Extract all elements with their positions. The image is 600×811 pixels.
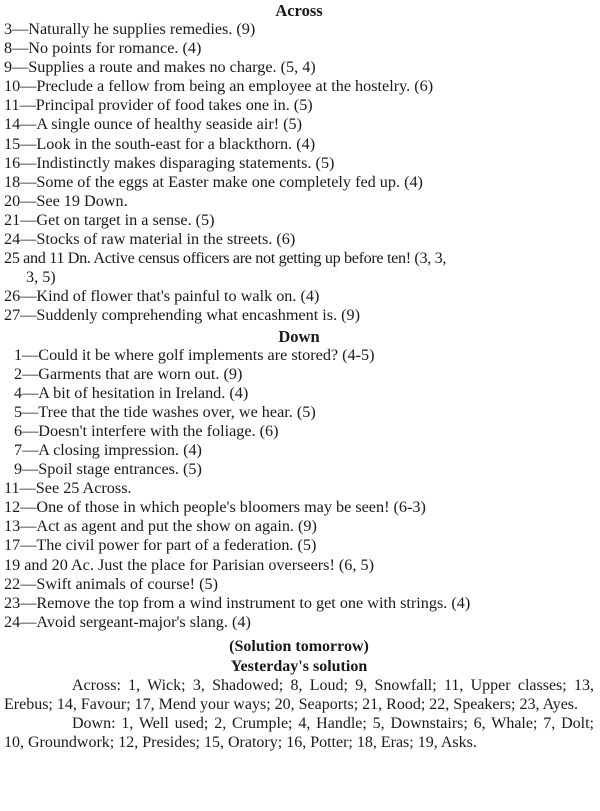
- across-clue: 24—Stocks of raw material in the streets. (6): [4, 230, 296, 249]
- across-clue: 20—See 19 Down.: [4, 191, 128, 210]
- down-clue: 24—Avoid sergeant-major's slang. (4): [4, 612, 251, 631]
- across-clue: 10—Preclude a fellow from being an employee at the hostelry. (6): [4, 77, 434, 96]
- across-clue: 15—Look in the south-east for a blackthorn. (4): [4, 134, 316, 153]
- across-clue: 9—Supplies a route and makes no charge. (5, 4): [4, 58, 316, 77]
- down-clue: 1—Could it be where golf implements are stored? (4-5): [14, 345, 375, 364]
- across-clue: 3—Naturally he supplies remedies. (9): [4, 20, 256, 38]
- down-clue: 23—Remove the top from a wind instrument to get one with strings. (4): [4, 593, 471, 612]
- across-clue: 25 and 11 Dn. Active census officers are not getting up before ten! (3, 3,: [4, 249, 447, 268]
- down-clue: 22—Swift animals of course! (5): [4, 574, 218, 593]
- down-clue: 2—Garments that are worn out. (9): [14, 364, 243, 383]
- across-clue-continuation: 3, 5): [26, 268, 56, 287]
- down-clue: 4—A bit of hesitation in Ireland. (4): [14, 383, 249, 402]
- down-heading: Down: [278, 326, 320, 346]
- across-clue: 11—Principal provider of food takes one in. (5): [4, 96, 313, 115]
- down-clue: 5—Tree that the tide washes over, we hear. (5): [14, 402, 316, 421]
- down-clue: 7—A closing impression. (4): [14, 440, 202, 459]
- across-clue: 16—Indistinctly makes disparaging statements. (5): [4, 153, 335, 172]
- solution-tomorrow-note: (Solution tomorrow): [229, 637, 369, 655]
- across-clue: 26—Kind of flower that's painful to walk on. (4): [4, 287, 320, 306]
- yesterdays-solution-heading: Yesterday's solution: [230, 657, 368, 675]
- across-clue: 8—No points for romance. (4): [4, 39, 202, 58]
- down-clue: 9—Spoil stage entrances. (5): [14, 460, 202, 479]
- solution-across-paragraph: Across: 1, Wick; 3, Shadowed; 8, Loud; 9, Snowfall; 11, Upper classes; 13, Erebus; 14, Favour; 17, Mend your ways; 20, Seaports; 21, Rood; 22, Speakers; 23, Ayes.: [4, 676, 594, 713]
- down-clue: 6—Doesn't interfere with the foliage. (6): [14, 421, 279, 440]
- across-clue: 18—Some of the eggs at Easter make one completely fed up. (4): [4, 172, 423, 191]
- across-clue: 21—Get on target in a sense. (5): [4, 210, 215, 229]
- down-clue: 19 and 20 Ac. Just the place for Parisian overseers! (6, 5): [4, 555, 374, 574]
- down-clue: 11—See 25 Across.: [4, 479, 132, 498]
- across-heading: Across: [275, 1, 323, 20]
- crossword-clues-page: [0, 1, 600, 811]
- down-clue: 13—Act as agent and put the show on again. (9): [4, 517, 317, 536]
- solution-down-paragraph: Down: 1, Well used; 2, Crumple; 4, Handle; 5, Downstairs; 6, Whale; 7, Dolt; 10, Groundwork; 12, Presides; 15, Oratory; 16, Potter; 18, Eras; 19, Asks.: [4, 714, 594, 751]
- across-clue: 14—A single ounce of healthy seaside air! (5): [4, 115, 303, 134]
- down-clue: 12—One of those in which people's bloomers may be seen! (6-3): [4, 498, 426, 517]
- across-clue: 27—Suddenly comprehending what encashment is. (9): [4, 306, 361, 325]
- down-clue: 17—The civil power for part of a federation. (5): [4, 536, 317, 555]
